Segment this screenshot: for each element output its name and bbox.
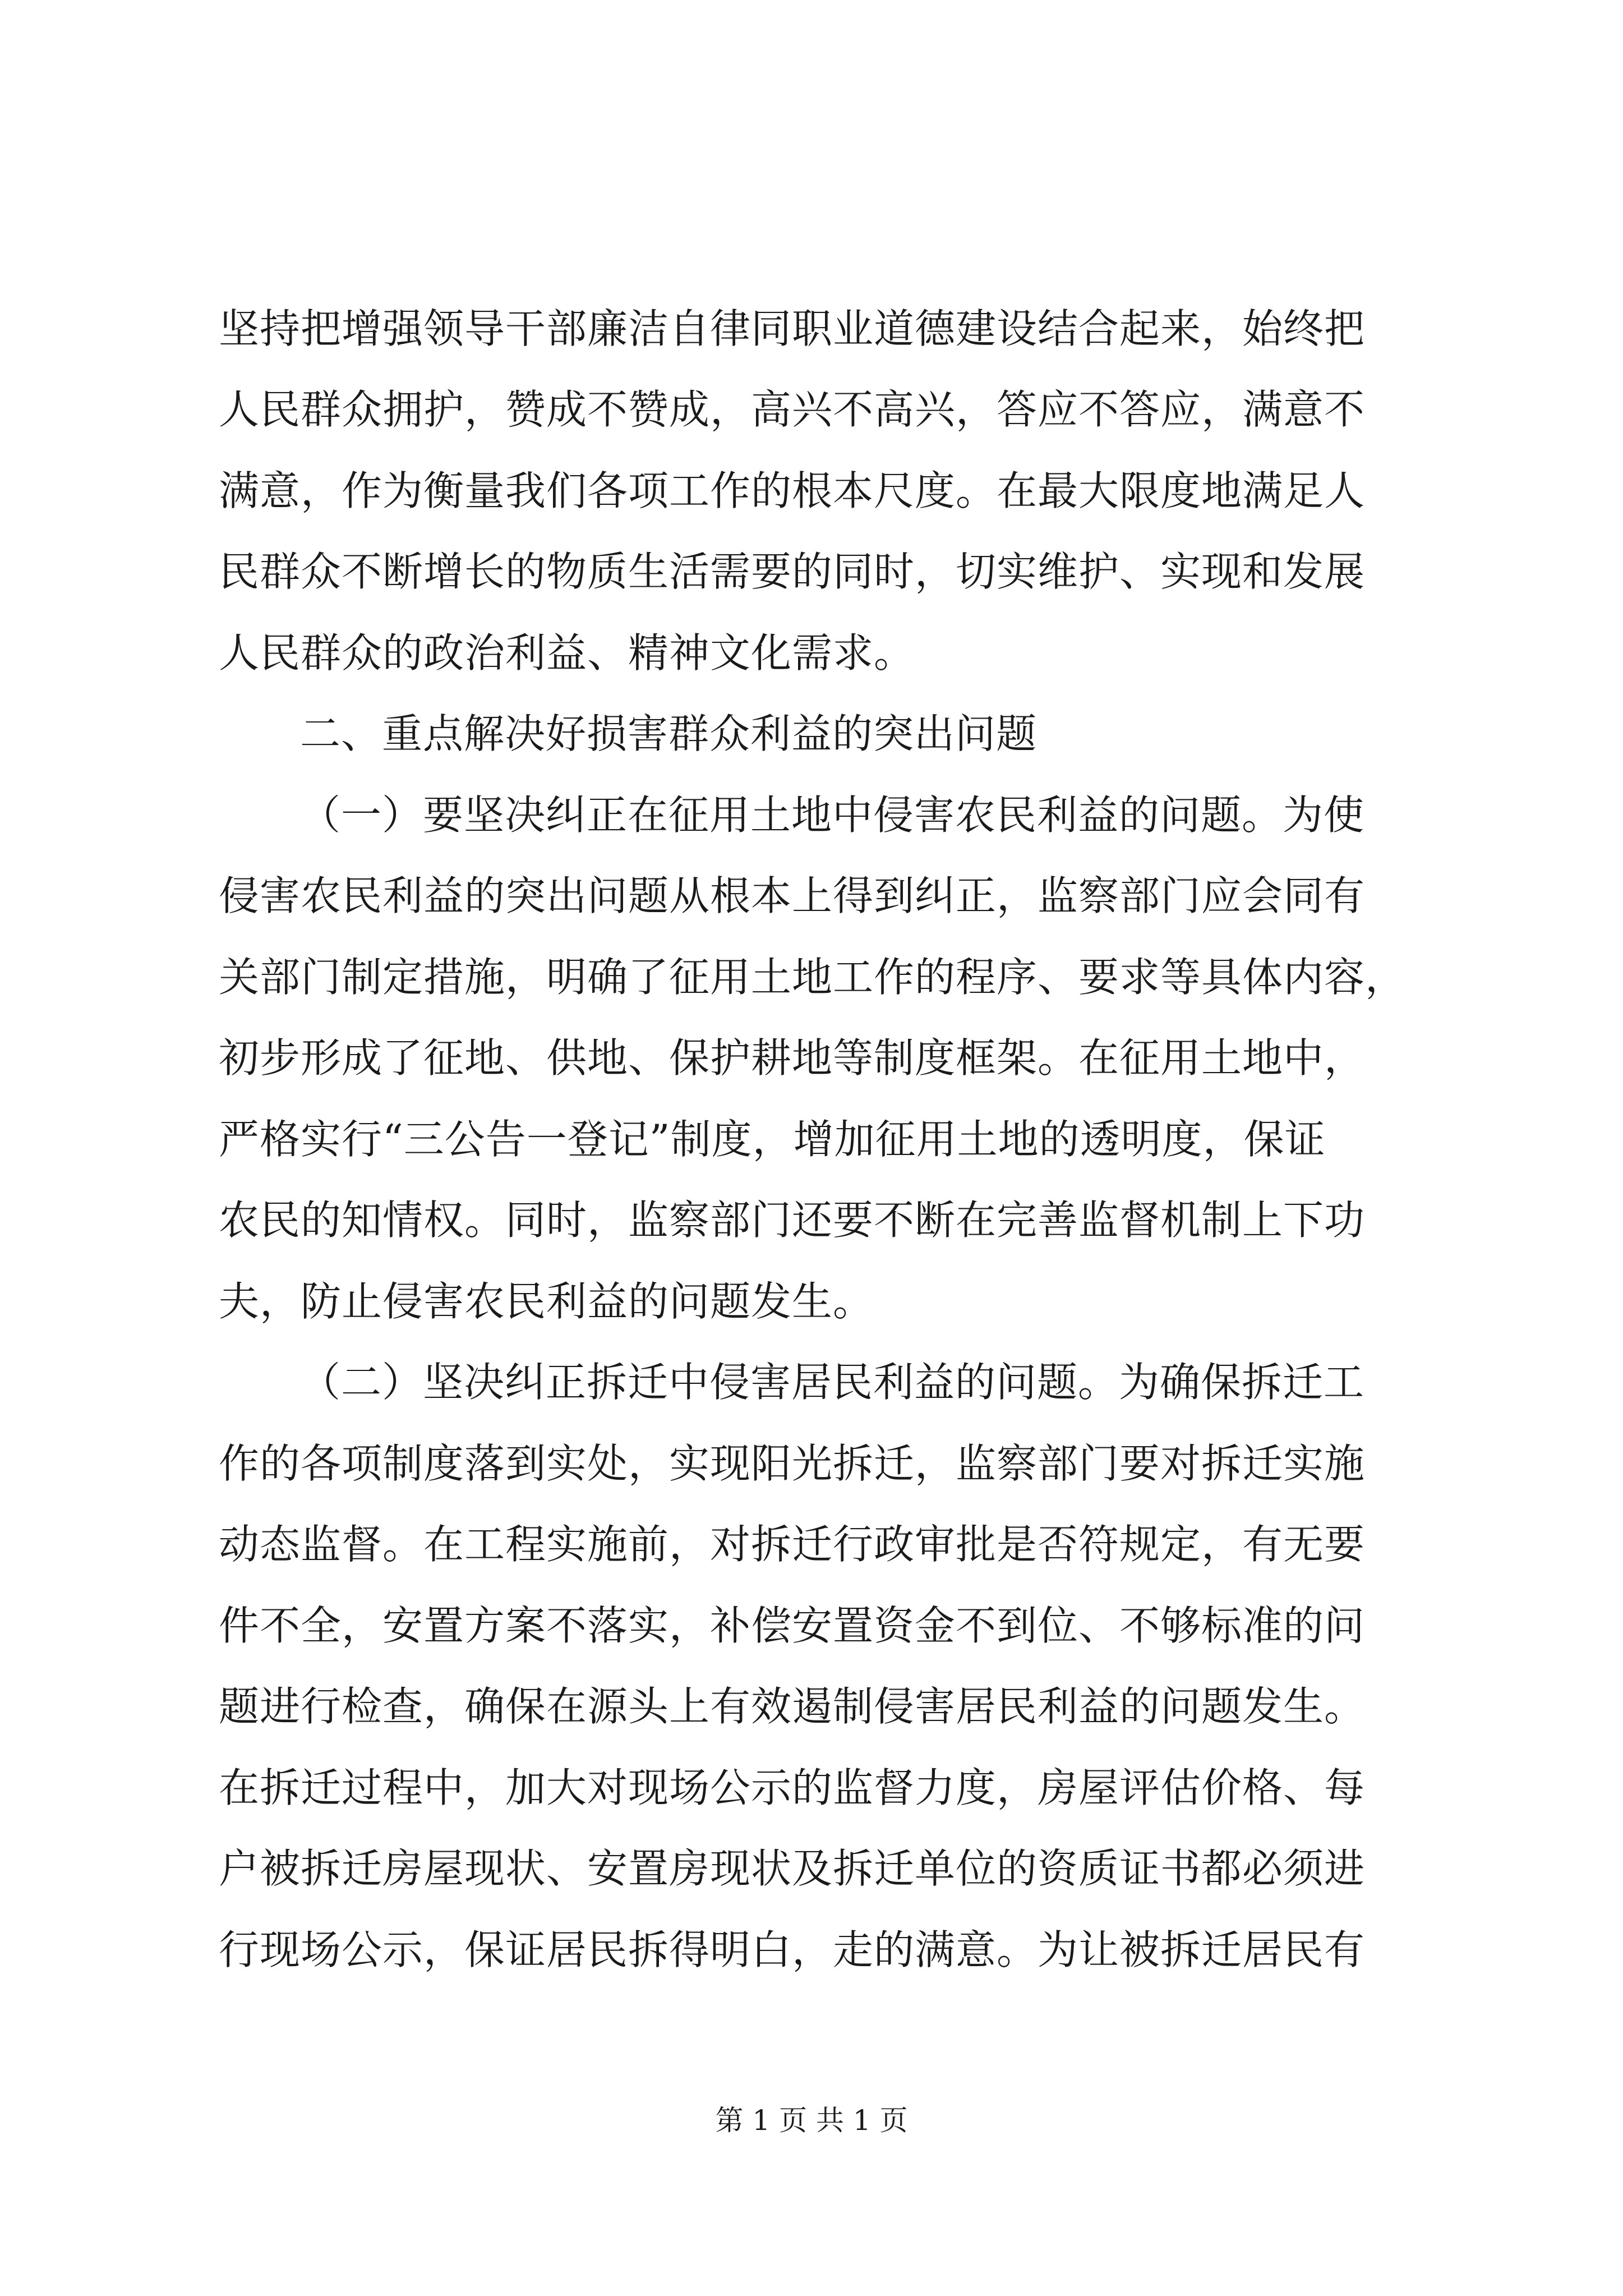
page-footer: 第 1 页 共 1 页 — [715, 2104, 908, 2137]
text-line: 件不全，安置方案不落实，补偿安置资金不到位、不够标准的问 — [219, 1602, 1366, 1649]
text-line: 人民群众的政治利益、精神文化需求。 — [219, 629, 915, 677]
text-line: 民群众不断增长的物质生活需要的同时，切实维护、实现和发展 — [219, 548, 1366, 595]
text-line: （一）要坚决纠正在征用土地中侵害农民利益的问题。为使 — [300, 792, 1365, 839]
text-line: 严格实行“三公告一登记”制度，增加征用土地的透明度，保证 — [219, 1116, 1326, 1163]
text-line: 动态监督。在工程实施前，对拆迁行政审批是否符规定，有无要 — [219, 1521, 1366, 1568]
text-line: 侵害农民利益的突出问题从根本上得到纠正，监察部门应会同有 — [219, 872, 1366, 919]
text-line: 行现场公示，保证居民拆得明白，走的满意。为让被拆迁居民有 — [219, 1926, 1366, 1973]
text-line: 初步形成了征地、供地、保护耕地等制度框架。在征用土地中， — [219, 1034, 1366, 1082]
text-line: 农民的知情权。同时，监察部门还要不断在完善监督机制上下功 — [219, 1197, 1366, 1244]
text-line: 坚持把增强领导干部廉洁自律同职业道德建设结合起来，始终把 — [219, 305, 1366, 352]
text-line: 户被拆迁房屋现状、安置房现状及拆迁单位的资质证书都必须进 — [219, 1845, 1366, 1892]
text-line: 在拆迁过程中，加大对现场公示的监督力度，房屋评估价格、每 — [219, 1764, 1366, 1811]
text-line: 关部门制定措施，明确了征用土地工作的程序、要求等具体内容， — [219, 954, 1407, 1001]
section-heading: 二、重点解决好损害群众利益的突出问题 — [300, 710, 1038, 757]
text-line: 题进行检查，确保在源头上有效遏制侵害居民利益的问题发生。 — [219, 1683, 1366, 1730]
text-line: 作的各项制度落到实处，实现阳光拆迁，监察部门要对拆迁实施 — [219, 1440, 1366, 1487]
text-line: 满意，作为衡量我们各项工作的根本尺度。在最大限度地满足人 — [219, 467, 1366, 514]
text-line: 人民群众拥护，赞成不赞成，高兴不高兴，答应不答应，满意不 — [219, 386, 1366, 433]
text-line: 夫，防止侵害农民利益的问题发生。 — [219, 1278, 874, 1325]
text-line: （二）坚决纠正拆迁中侵害居民利益的问题。为确保拆迁工 — [300, 1359, 1365, 1406]
